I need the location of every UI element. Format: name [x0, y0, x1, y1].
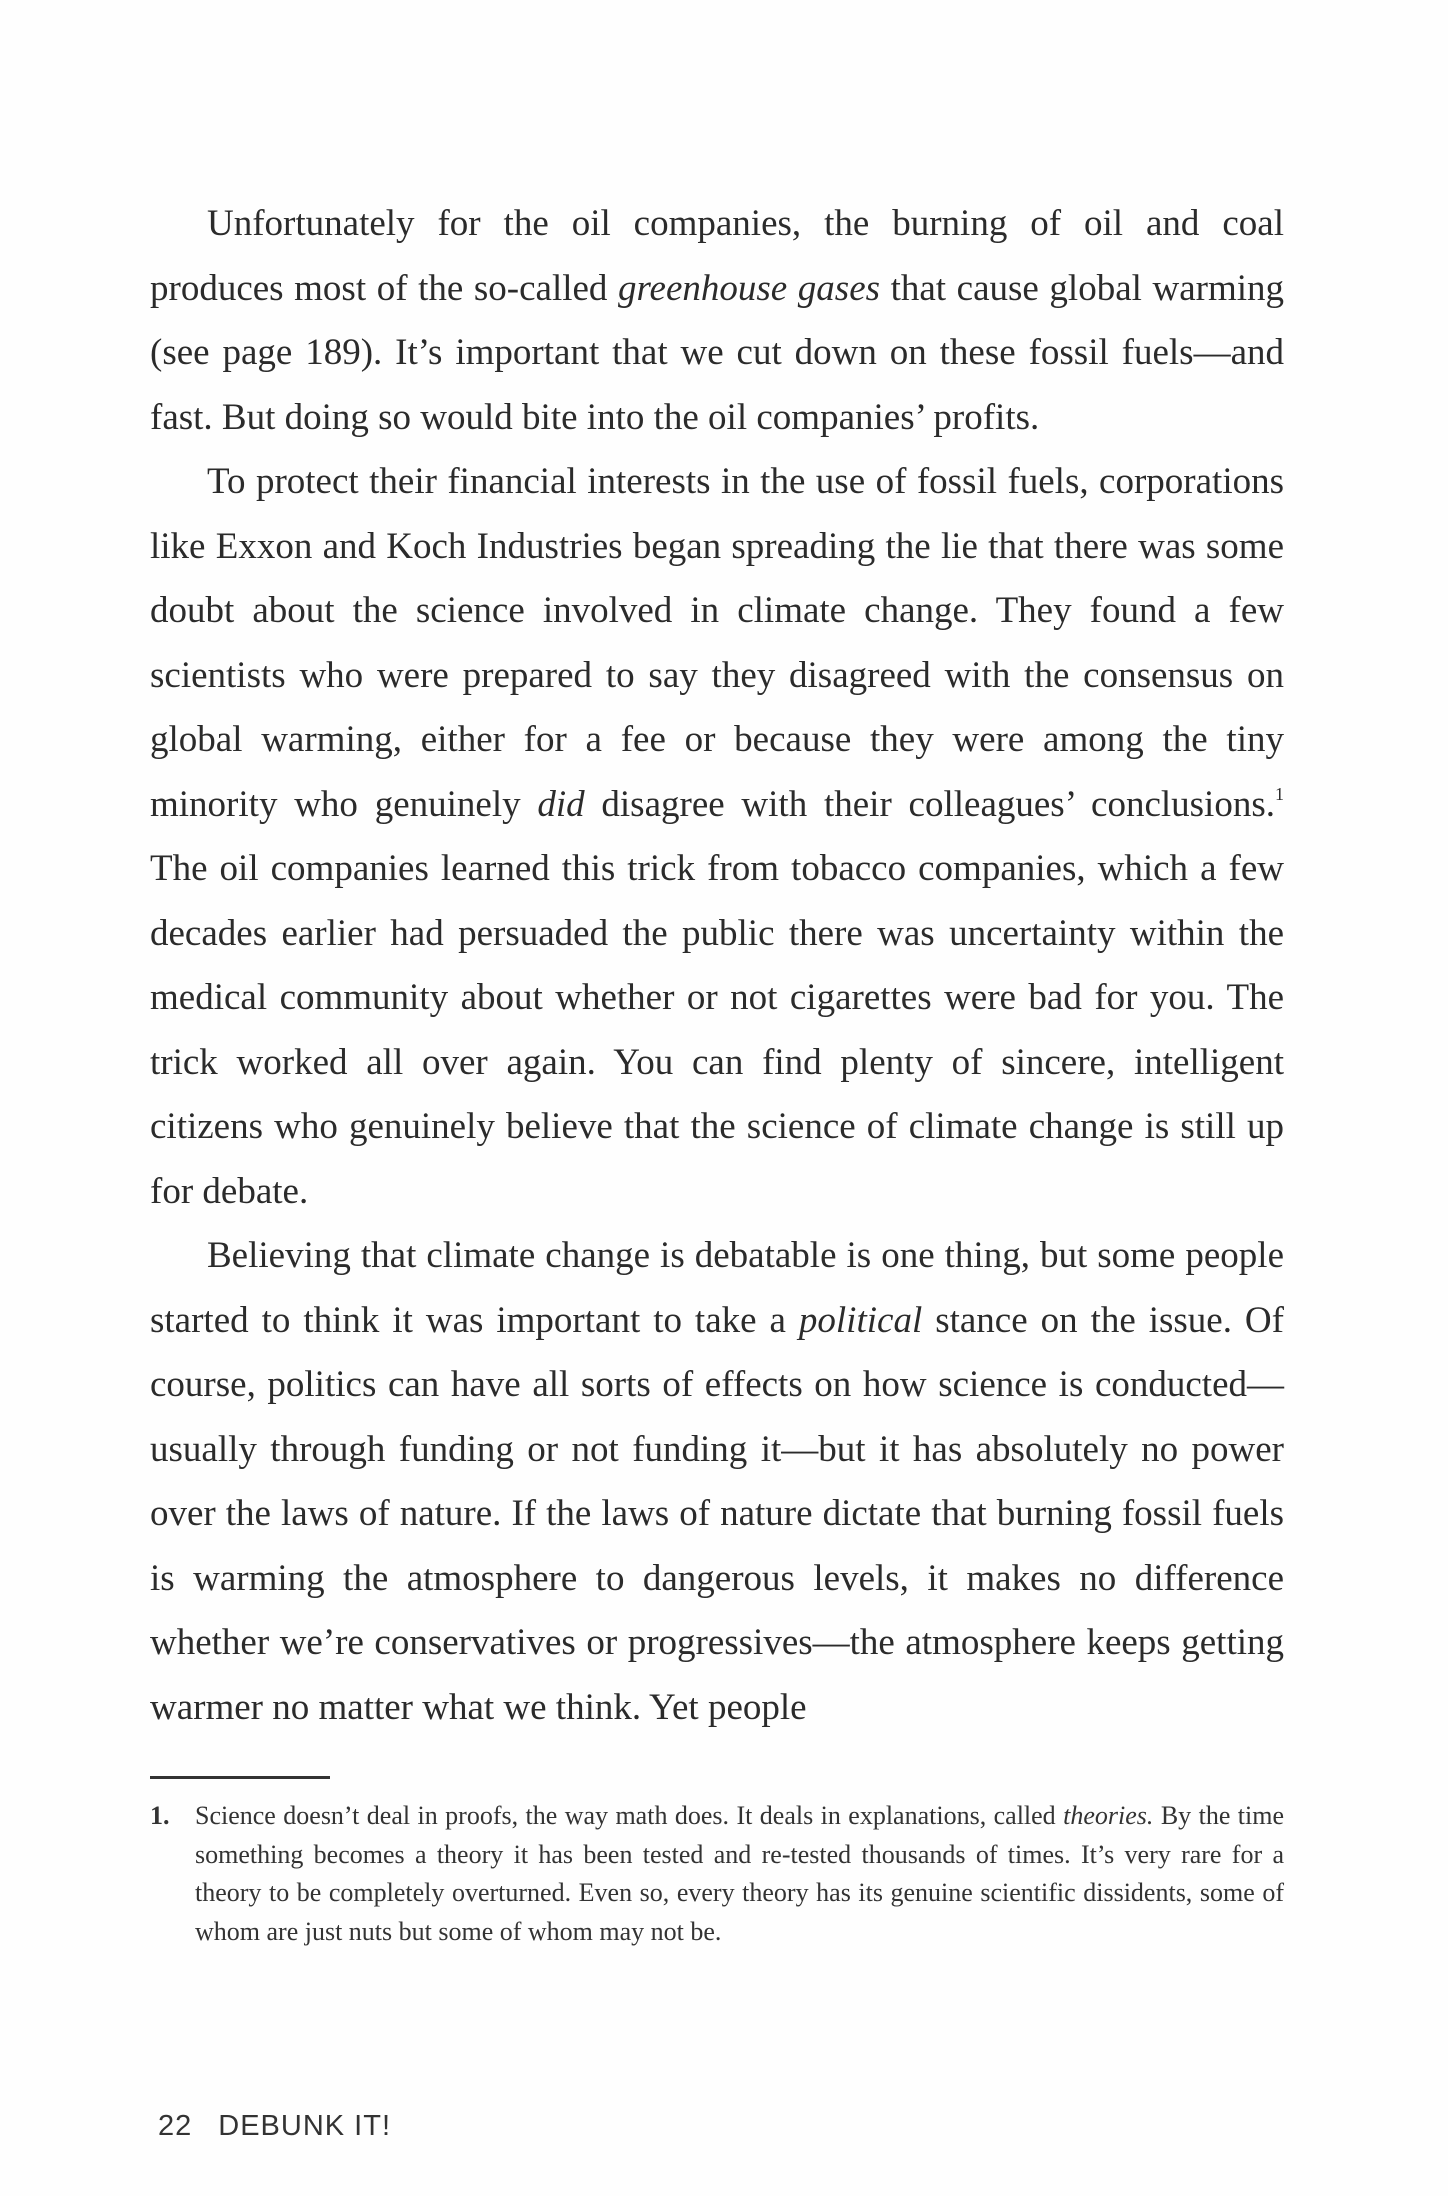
- paragraph: [150, 450, 1284, 1224]
- text-run: Believing that climate change is debatable is one thing, but some people started to think it was important to take a: [150, 1235, 1284, 1341]
- text-run: that cause global warming (see page 189). It’s important that we cut down on these fossil fuels—and fast. But doing so would bite into the oil companies’ profits.: [150, 267, 1285, 438]
- footnote-divider: [150, 1776, 330, 1779]
- text-run: stance on the issue. Of course, politics can have all sorts of effects on how science is conducted—usually through funding or not funding it—but it has absolutely no power over the laws of nature. If the laws of nature dictate that burning fossil fuels is warming the atmosphere to dangerous levels, it makes no difference whether we’re conservatives or progressives—the atmosphere keeps getting warmer no matter what we think. Yet people: [150, 1299, 1284, 1728]
- paragraph: [150, 1224, 1284, 1740]
- paragraph: [150, 192, 1284, 450]
- italic-text: greenhouse gases: [618, 267, 881, 309]
- italic-text: did: [537, 783, 585, 825]
- footnote-number: 1.: [150, 1801, 170, 1830]
- text-run: disagree with their colleagues’ conclusions.: [584, 783, 1275, 825]
- footnote: [150, 1797, 1284, 1951]
- text-run: By the time something becomes a theory it has been tested and re-tested thousands of times. It’s very rare for a theory to be completely overturned. Even so, every theory has its genuine scientific dissidents, some of whom are just nuts but some of whom may not be.: [195, 1801, 1284, 1946]
- running-footer: [158, 2110, 391, 2143]
- page-number: 22: [158, 2110, 193, 2142]
- footnote-text: [195, 1801, 1284, 1946]
- text-run: The oil companies learned this trick from tobacco companies, which a few decades earlier had persuaded the public there was uncertainty within the medical community about whether or not cigarettes were bad for you. The trick worked all over again. You can find plenty of sincere, intelligent citizens who genuinely believe that the science of climate change is still up for debate.: [150, 848, 1284, 1212]
- text-run: To protect their financial interests in the use of fossil fuels, corporations like Exxon and Koch Industries began spreading the lie that there was some doubt about the science involved in climate change. They found a few scientists who were prepared to say they disagreed with the consensus on global warming, either for a fee or because they were among the tiny minority who genuinely: [150, 461, 1284, 825]
- text-run: Science doesn’t deal in proofs, the way math does. It deals in explanations, called: [195, 1801, 1064, 1830]
- italic-text: theories.: [1063, 1801, 1154, 1830]
- body-text: [150, 192, 1284, 1740]
- text-run: Unfortunately for the oil companies, the burning of oil and coal produces most of the so-called: [150, 203, 1284, 309]
- italic-text: political: [798, 1299, 923, 1341]
- footnote-paragraph: [150, 1797, 1284, 1951]
- footnote-reference: 1: [1274, 783, 1284, 804]
- book-title: DEBUNK IT!: [218, 2110, 392, 2142]
